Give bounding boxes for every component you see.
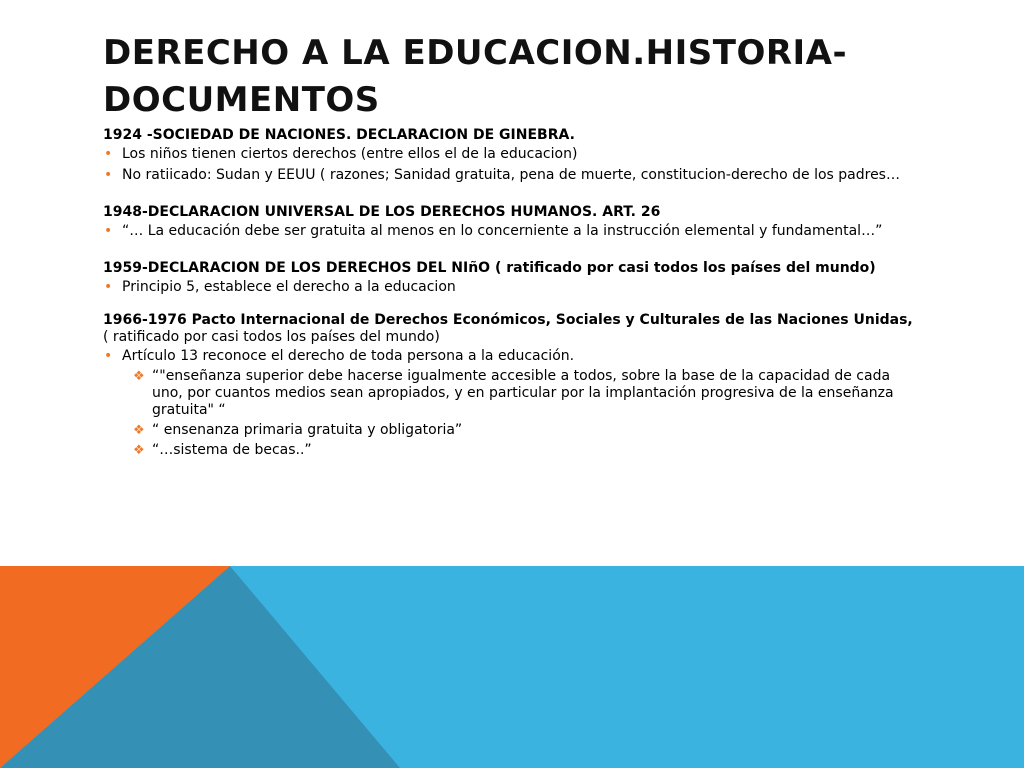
section-heading: 1959-DECLARACION DE LOS DERECHOS DEL NIñO ( ratificado por casi todos los países del mundo) bbox=[103, 260, 876, 276]
bullet-text: Principio 5, establece el derecho a la educacion bbox=[122, 279, 456, 295]
sub-list-item bbox=[133, 442, 915, 459]
list-item bbox=[103, 167, 915, 184]
section-heading-bold: 1966-1976 Pacto Internacional de Derechos Económicos, Sociales y Culturales de las Naciones Unidas, bbox=[103, 312, 913, 328]
list-item bbox=[103, 223, 915, 240]
title-line-2: DOCUMENTOS bbox=[103, 80, 380, 120]
bullet-text: “… La educación debe ser gratuita al menos en lo concerniente a la instrucción elemental y fundamental…” bbox=[122, 223, 883, 239]
slide-title bbox=[103, 30, 983, 124]
section-heading: 1948-DECLARACION UNIVERSAL DE LOS DERECHOS HUMANOS. ART. 26 bbox=[103, 204, 661, 220]
sub-list-item bbox=[133, 422, 915, 439]
sub-bullet-list bbox=[122, 368, 915, 459]
sub-bullet-text: “ ensenanza primaria gratuita y obligatoria” bbox=[152, 422, 463, 438]
section-1948 bbox=[103, 204, 915, 240]
title-line-1: DERECHO A LA EDUCACION.HISTORIA- bbox=[103, 33, 848, 73]
diamond-bullet-icon: ❖ bbox=[133, 369, 145, 384]
bullet-list bbox=[103, 223, 915, 240]
diamond-bullet-icon: ❖ bbox=[133, 423, 145, 438]
bullet-list bbox=[103, 348, 915, 459]
bullet-text: No ratiicado: Sudan y EEUU ( razones; Sanidad gratuita, pena de muerte, constitucion-derecho de los padres… bbox=[122, 167, 900, 183]
bullet-dot-icon: • bbox=[104, 146, 113, 162]
bullet-dot-icon: • bbox=[104, 223, 113, 239]
list-item bbox=[103, 146, 915, 163]
bullet-list bbox=[103, 146, 915, 184]
bullet-dot-icon: • bbox=[104, 348, 113, 364]
list-item bbox=[103, 348, 915, 459]
diamond-bullet-icon: ❖ bbox=[133, 443, 145, 458]
bullet-text: Los niños tienen ciertos derechos (entre ellos el de la educacion) bbox=[122, 146, 578, 162]
bullet-dot-icon: • bbox=[104, 167, 113, 183]
bullet-text: Artículo 13 reconoce el derecho de toda persona a la educación. bbox=[122, 348, 575, 364]
bullet-list bbox=[103, 279, 915, 296]
slide-content bbox=[103, 127, 915, 479]
section-1924 bbox=[103, 127, 915, 184]
decorative-footer-shapes bbox=[0, 566, 1024, 768]
section-heading-note: ( ratificado por casi todos los países del mundo) bbox=[103, 329, 440, 345]
bullet-dot-icon: • bbox=[104, 279, 113, 295]
sub-bullet-text: “…sistema de becas..” bbox=[152, 442, 312, 458]
section-1966 bbox=[103, 312, 915, 459]
list-item bbox=[103, 279, 915, 296]
sub-list-item bbox=[133, 368, 915, 419]
section-heading: 1924 -SOCIEDAD DE NACIONES. DECLARACION DE GINEBRA. bbox=[103, 127, 575, 143]
sub-bullet-text: “"enseñanza superior debe hacerse igualmente accesible a todos, sobre la base de la capacidad de cada uno, por cuantos medios sean apropiados, y en particular por la implantación progresiva de la enseñanza gratuita" “ bbox=[152, 368, 894, 418]
section-heading bbox=[103, 312, 915, 346]
section-1959 bbox=[103, 260, 915, 296]
